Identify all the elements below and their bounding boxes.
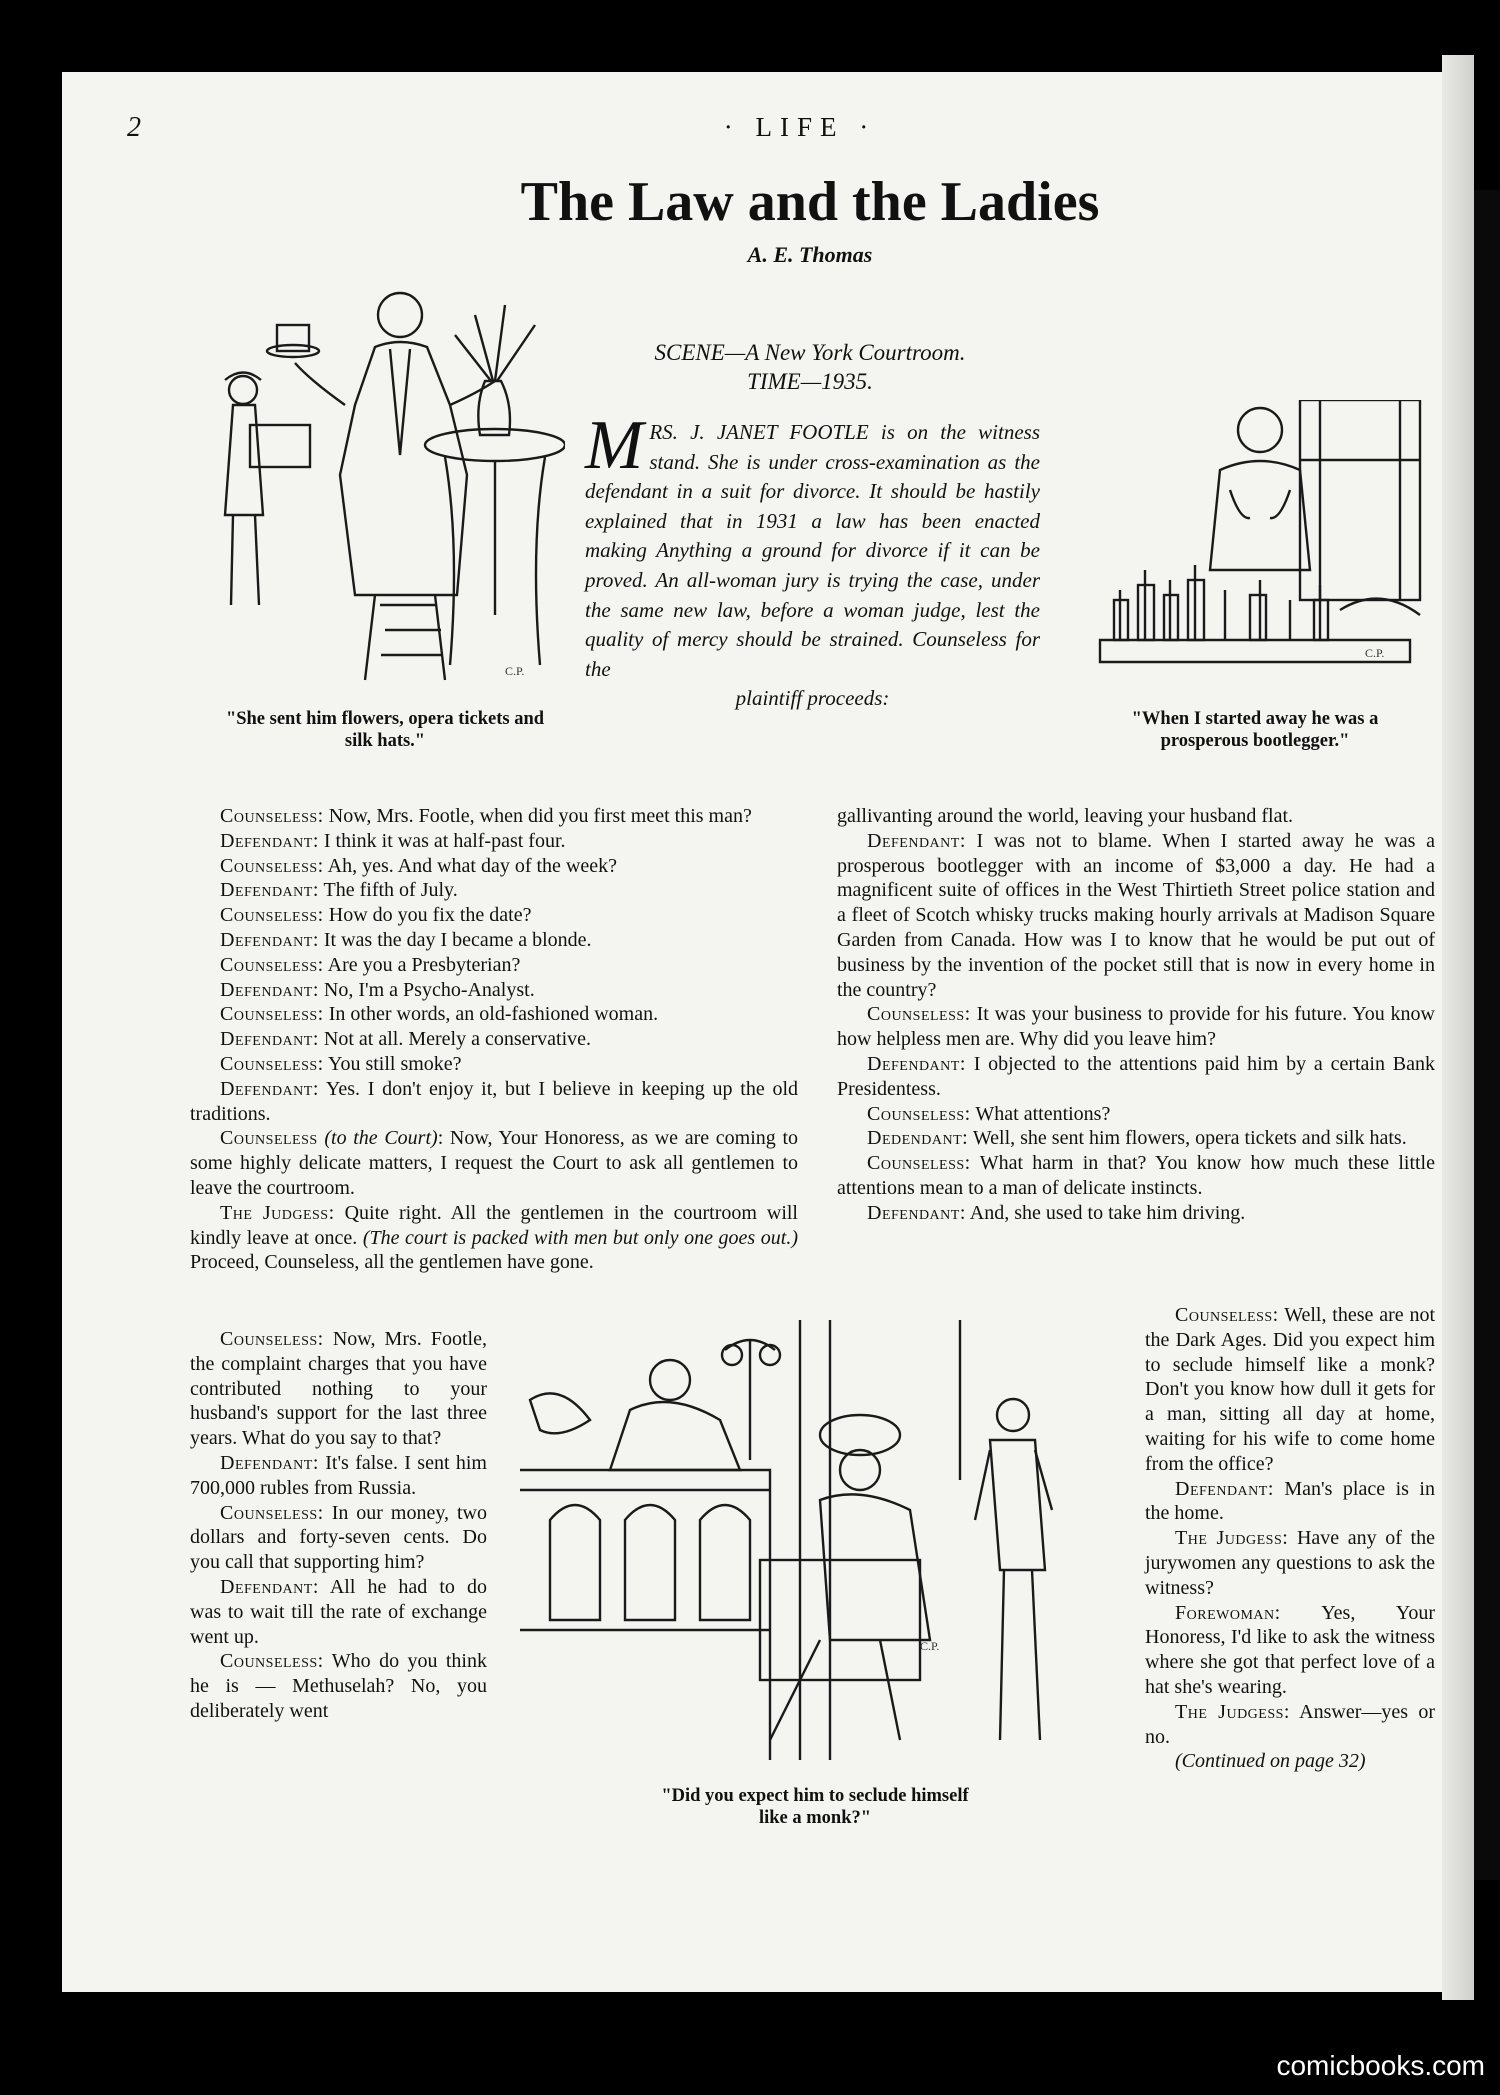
- line-text: Have any of the jurywomen any questions to ask the witness?: [1145, 1527, 1435, 1599]
- line-text: Yes, Your Honoress, I'd like to ask the witness where she got that perfect love of a hat she's wearing.: [1145, 1601, 1435, 1698]
- drop-cap: M: [585, 407, 644, 484]
- speaker: The Judgess:: [220, 1201, 335, 1224]
- speaker: Defendant:: [220, 829, 319, 852]
- dialogue-line: [190, 1052, 798, 1077]
- illustration-flowers: [205, 285, 565, 685]
- caption-bootlegger: "When I started away he was a prosperous bootlegger.": [1131, 709, 1379, 751]
- line-text: You still smoke?: [323, 1052, 462, 1075]
- speaker: Defendant:: [220, 1077, 319, 1100]
- dialogue-line: [190, 1501, 487, 1575]
- dialogue-line: [837, 1102, 1435, 1127]
- illustration-courtroom-drawing: [520, 1320, 1110, 1760]
- dialogue-line: [190, 953, 798, 978]
- dialogue-line: [837, 1201, 1435, 1226]
- line-text: In our money, two dollars and forty-seven cents. Do you call that supporting him?: [190, 1501, 487, 1574]
- dialogue-line: [1145, 1526, 1435, 1600]
- dialogue-line: [837, 1002, 1435, 1052]
- speaker: Counseless: [220, 1127, 318, 1150]
- speaker: Defendant:: [220, 1451, 319, 1474]
- illustration-bootlegger: [1090, 400, 1430, 670]
- dialogue-line: [190, 1077, 798, 1127]
- line-text: Answer—yes or no.: [1145, 1700, 1435, 1748]
- line-text: Not at all. Merely a conservative.: [318, 1028, 592, 1051]
- dialogue-line: [190, 1649, 487, 1723]
- dialogue-line: [190, 903, 798, 928]
- dialogue-line: [190, 1451, 487, 1501]
- site-watermark: comicbooks.com: [1276, 2050, 1485, 2081]
- continued-note: (Continued on page 32): [1175, 1750, 1366, 1773]
- dialogue-line: [190, 878, 798, 903]
- intro-paragraph: [585, 407, 1040, 714]
- illustration-flowers-drawing: [205, 285, 565, 685]
- speaker: Defendant:: [867, 829, 966, 852]
- speaker: Counseless:: [867, 1152, 971, 1175]
- line-text: What harm in that? You know how much these little attentions mean to a man of delicate instincts.: [837, 1152, 1435, 1199]
- speaker: Counseless:: [220, 953, 324, 976]
- dialogue-line: [190, 854, 798, 879]
- line-text: It was the day I became a blonde.: [318, 928, 592, 951]
- page-spine: [1442, 55, 1474, 2000]
- dialogue-line: [190, 928, 798, 953]
- svg-text:C.P.: C.P.: [920, 1639, 940, 1653]
- dialogue-line: [190, 978, 798, 1003]
- intro-last-line: plaintiff proceeds:: [735, 686, 890, 711]
- speaker: Defendant:: [867, 1052, 966, 1075]
- speaker: The Judgess:: [1175, 1700, 1290, 1723]
- line-text: How do you fix the date?: [323, 904, 532, 927]
- line-text: Are you a Presbyterian?: [323, 953, 521, 976]
- line-text: It's false. I sent him 700,000 rubles from Russia.: [190, 1451, 487, 1499]
- dialogue-line: [837, 1052, 1435, 1102]
- speaker: Defendant:: [867, 1201, 966, 1224]
- running-head: · LIFE ·: [723, 112, 877, 142]
- dialogue-line: [1145, 1303, 1435, 1477]
- stage-direction: (The court is packed with men but only one goes out.): [362, 1226, 798, 1249]
- svg-text:C.P.: C.P.: [505, 664, 525, 678]
- caption-flowers: "She sent him flowers, opera tickets and silk hats.": [225, 709, 545, 751]
- line-text: Man's place is in the home.: [1145, 1477, 1435, 1525]
- line-text: Quite right. All the gentlemen in the courtroom will kindly leave at once.: [190, 1201, 798, 1249]
- speaker: Defendant:: [220, 928, 319, 951]
- right-column-lower: [1145, 1303, 1435, 1774]
- scene-heading: [590, 338, 1030, 396]
- speaker: Dedendant:: [867, 1127, 969, 1150]
- illustration-courtroom: [520, 1320, 1110, 1760]
- speaker: Counseless:: [220, 904, 324, 927]
- speaker: Counseless:: [220, 1052, 324, 1075]
- line-text: It was your business to provide for his future. You know how helpless men are. Why did you leave him?: [837, 1003, 1435, 1051]
- line-text: In other words, an old-fashioned woman.: [323, 1003, 659, 1026]
- dialogue-line: [1145, 1700, 1435, 1750]
- svg-text:C.P.: C.P.: [1365, 646, 1385, 660]
- dialogue-continuation: gallivanting around the world, leaving your husband flat.: [837, 805, 1294, 827]
- dialogue-line: [190, 1002, 798, 1027]
- left-column-lower: [190, 1327, 487, 1724]
- caption-monk: "Did you expect him to seclude himself like a monk?": [661, 1786, 969, 1828]
- dialogue-line: [190, 1027, 798, 1052]
- time-line: TIME—1935.: [747, 369, 873, 394]
- speaker: Counseless:: [220, 1650, 324, 1673]
- speaker: Counseless:: [220, 1003, 324, 1026]
- dialogue-line: [190, 829, 798, 854]
- speaker: Defendant:: [1175, 1477, 1274, 1500]
- page-number: 2: [127, 112, 141, 143]
- line-text: And, she used to take him driving.: [965, 1201, 1246, 1224]
- dialogue-line: [190, 1575, 487, 1649]
- dialogue-line: [190, 804, 798, 829]
- line-text: Now, Mrs. Footle, the complaint charges that you have contributed nothing to your husband's support for the last three years. What do you say to that?: [190, 1328, 487, 1450]
- left-column-upper: [190, 804, 798, 1275]
- dialogue-line: [1145, 1477, 1435, 1527]
- speaker: Counseless:: [867, 1003, 971, 1026]
- line-text: What attentions?: [970, 1102, 1111, 1125]
- dialogue-line: [837, 1126, 1435, 1151]
- line-text: Well, she sent him flowers, opera tickets and silk hats.: [968, 1127, 1407, 1150]
- dialogue-line: [837, 829, 1435, 1003]
- line-text: Yes. I don't enjoy it, but I believe in keeping up the old traditions.: [190, 1077, 798, 1125]
- article-title: The Law and the Ladies: [520, 171, 1100, 233]
- line-text: I was not to blame. When I started away he was a prosperous bootlegger with an income of $3,000 a day. He had a magnificent suite of offices in the West Thirtieth Street police station and a fleet of Scotch whisky trucks making hourly arrivals at Madison Square Garden from Canada. How was I to know that he would be put out of business by the invention of the pocket still that is now in every home in the country?: [837, 829, 1435, 1001]
- line-text: : Now, Your Honoress, as we are coming to some highly delicate matters, I request the Court to ask all gentlemen to leave the courtroom.: [190, 1127, 798, 1199]
- speaker: Counseless:: [220, 854, 324, 877]
- article-author: A. E. Thomas: [747, 242, 873, 267]
- stage-direction: (to the Court): [317, 1127, 438, 1150]
- dialogue-line: [190, 1126, 798, 1200]
- speaker: The Judgess:: [1175, 1527, 1289, 1550]
- line-text: I objected to the attentions paid him by a certain Bank Presidentess.: [837, 1052, 1435, 1100]
- speaker: Counseless:: [220, 1501, 324, 1524]
- speaker: Defendant:: [220, 1575, 319, 1598]
- right-column-upper: [837, 804, 1435, 1226]
- line-text: Ah, yes. And what day of the week?: [323, 854, 618, 877]
- speaker: Defendant:: [220, 978, 319, 1001]
- dialogue-line: [190, 1327, 487, 1451]
- dialogue-line: [1145, 1601, 1435, 1700]
- line-text: The fifth of July.: [318, 879, 458, 902]
- intro-text: RS. J. JANET FOOTLE is on the witness stand. She is under cross-examination as the defendant in a suit for divorce. It should be hastily explained that in 1931 a law has been enacted making Anything a ground for divorce if it can be proved. An all-woman jury is trying the case, under the same new law, before a woman judge, lest the quality of mercy should be strained. Counseless for the: [585, 420, 1040, 681]
- speaker: Defendant:: [220, 1028, 319, 1051]
- speaker: Counseless:: [1175, 1304, 1279, 1326]
- speaker: Counseless:: [220, 1328, 324, 1350]
- speaker: Counseless:: [867, 1102, 971, 1125]
- line-text: All he had to do was to wait till the rate of exchange went up.: [190, 1575, 487, 1648]
- dialogue-line: [837, 1151, 1435, 1201]
- line-text: I think it was at half-past four.: [318, 829, 566, 852]
- speaker: Defendant:: [220, 879, 319, 902]
- speaker: Forewoman:: [1175, 1601, 1281, 1624]
- line-text: Well, these are not the Dark Ages. Did you expect him to seclude himself like a monk? Don't you know how dull it gets for a man, sitting all day at home, waiting for his wife to come home from the office?: [1145, 1304, 1435, 1475]
- facing-page-edge: [1474, 190, 1500, 1880]
- speaker: Counseless:: [220, 805, 324, 827]
- dialogue-line: [190, 1201, 798, 1275]
- line-text: No, I'm a Psycho-Analyst.: [318, 978, 535, 1001]
- illustration-bootlegger-drawing: [1090, 400, 1430, 670]
- scene-line: SCENE—A New York Courtroom.: [654, 340, 966, 365]
- line-text: Who do you think he is — Methuselah? No, you deliberately went: [190, 1650, 487, 1722]
- line-text: Proceed, Counseless, all the gentlemen have gone.: [190, 1251, 594, 1274]
- line-text: Now, Mrs. Footle, when did you first meet this man?: [323, 805, 752, 827]
